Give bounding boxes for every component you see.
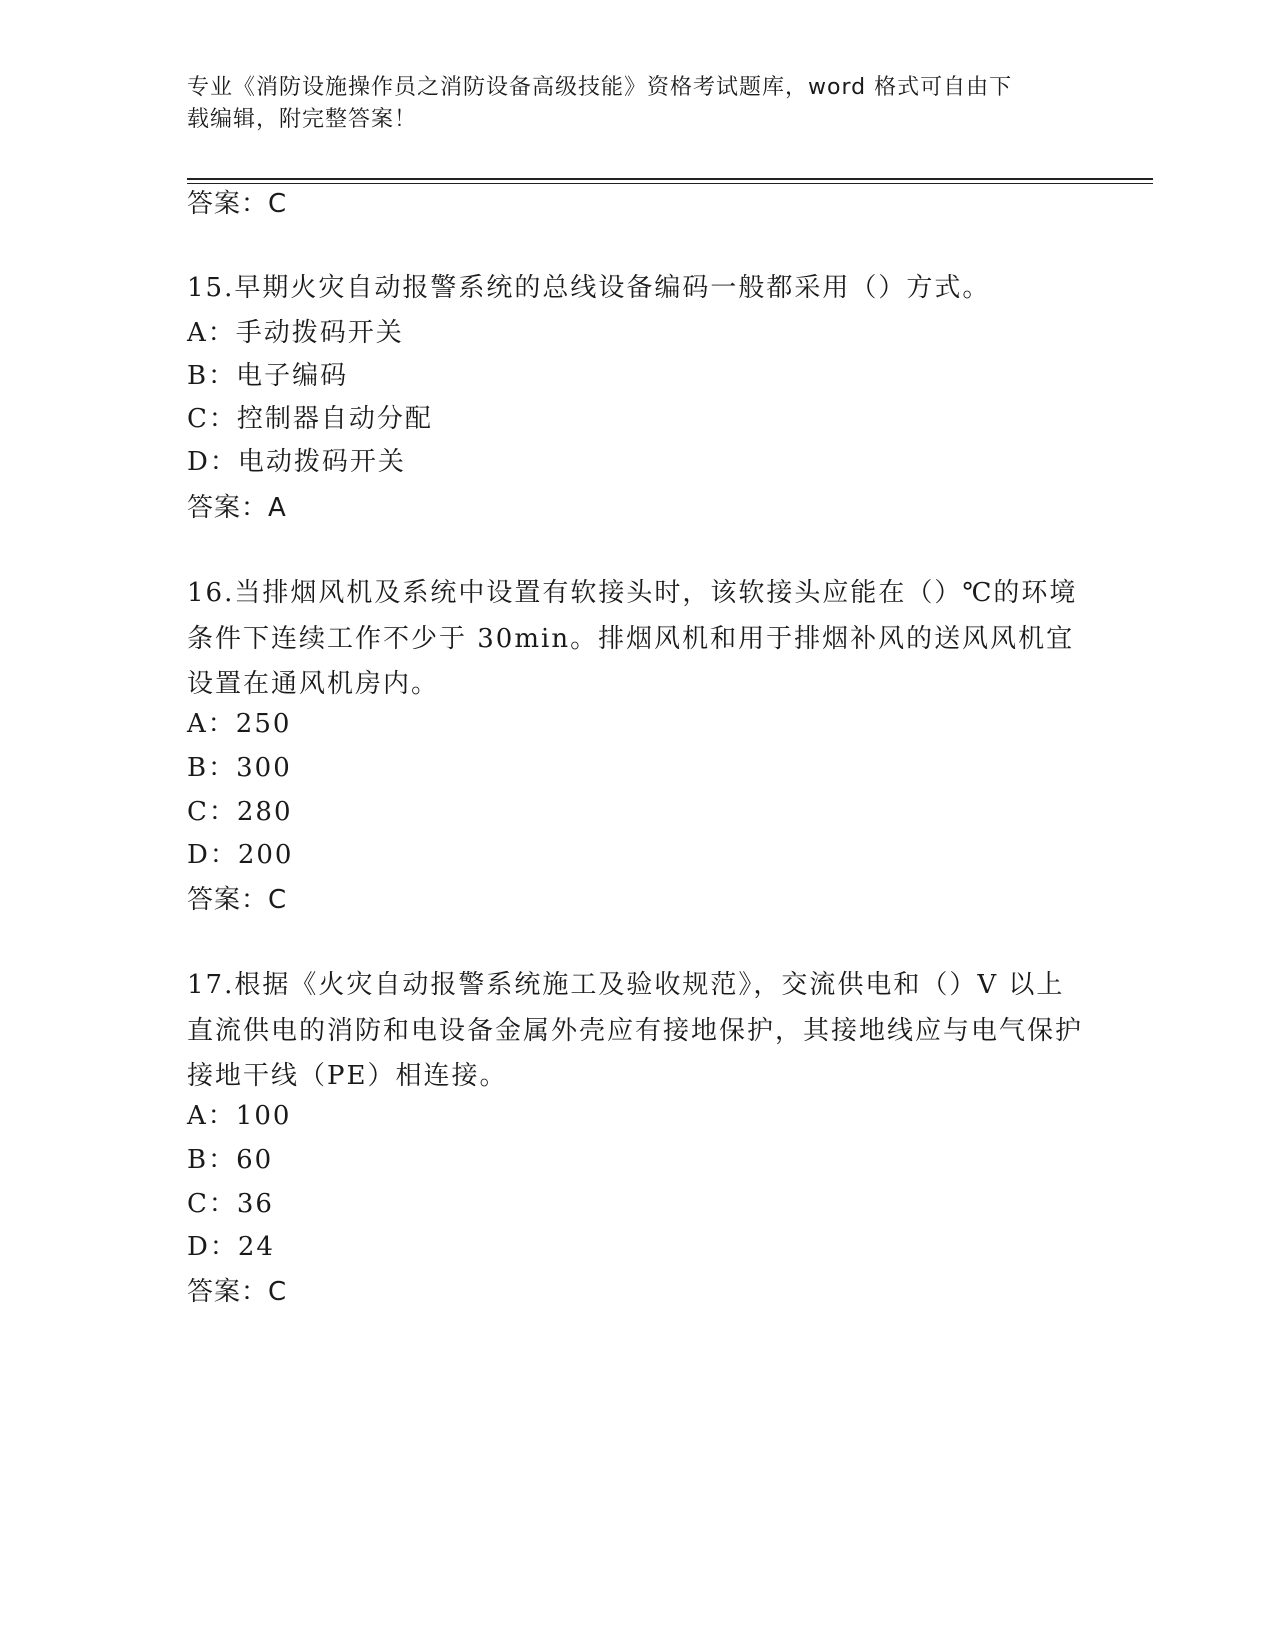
question-16-option-a: A：250 — [187, 709, 292, 739]
header-divider — [187, 178, 1153, 180]
question-16-option-d: D：200 — [187, 840, 294, 870]
question-16-option-c: C：280 — [187, 797, 293, 827]
question-15-option-d: D：电动拨码开关 — [187, 447, 406, 477]
header-divider-thin — [187, 183, 1153, 184]
question-15-option-c: C：控制器自动分配 — [187, 404, 433, 434]
question-16-option-b: B：300 — [187, 753, 292, 783]
question-16-stem: 16.当排烟风机及系统中设置有软接头时，该软接头应能在（）℃的环境条件下连续工作不少于 30min。排烟风机和用于排烟补风的送风风机宜设置在通风机房内。 — [187, 578, 1078, 699]
answer-17: 答案：C — [187, 1277, 288, 1307]
question-17-stem: 17.根据《火灾自动报警系统施工及验收规范》，交流供电和（）V 以上直流供电的消防和电设备金属外壳应有接地保护，其接地线应与电气保护接地干线（PE）相连接。 — [187, 970, 1084, 1091]
question-17-option-c: C：36 — [187, 1189, 274, 1219]
answer-15: 答案：A — [187, 493, 287, 523]
question-17-option-d: D：24 — [187, 1232, 275, 1262]
question-17-option-a: A：100 — [187, 1101, 292, 1131]
question-15-option-a: A：手动拨码开关 — [187, 318, 404, 348]
question-15-option-b: B：电子编码 — [187, 361, 349, 391]
document-header: 专业《消防设施操作员之消防设备高级技能》资格考试题库，word 格式可自由下 载编辑，附完整答案！ — [187, 75, 1013, 132]
answer-16: 答案：C — [187, 885, 288, 915]
question-15-stem: 15.早期火灾自动报警系统的总线设备编码一般都采用（）方式。 — [187, 273, 991, 303]
question-17-option-b: B：60 — [187, 1145, 274, 1175]
answer-prev: 答案：C — [187, 189, 288, 219]
